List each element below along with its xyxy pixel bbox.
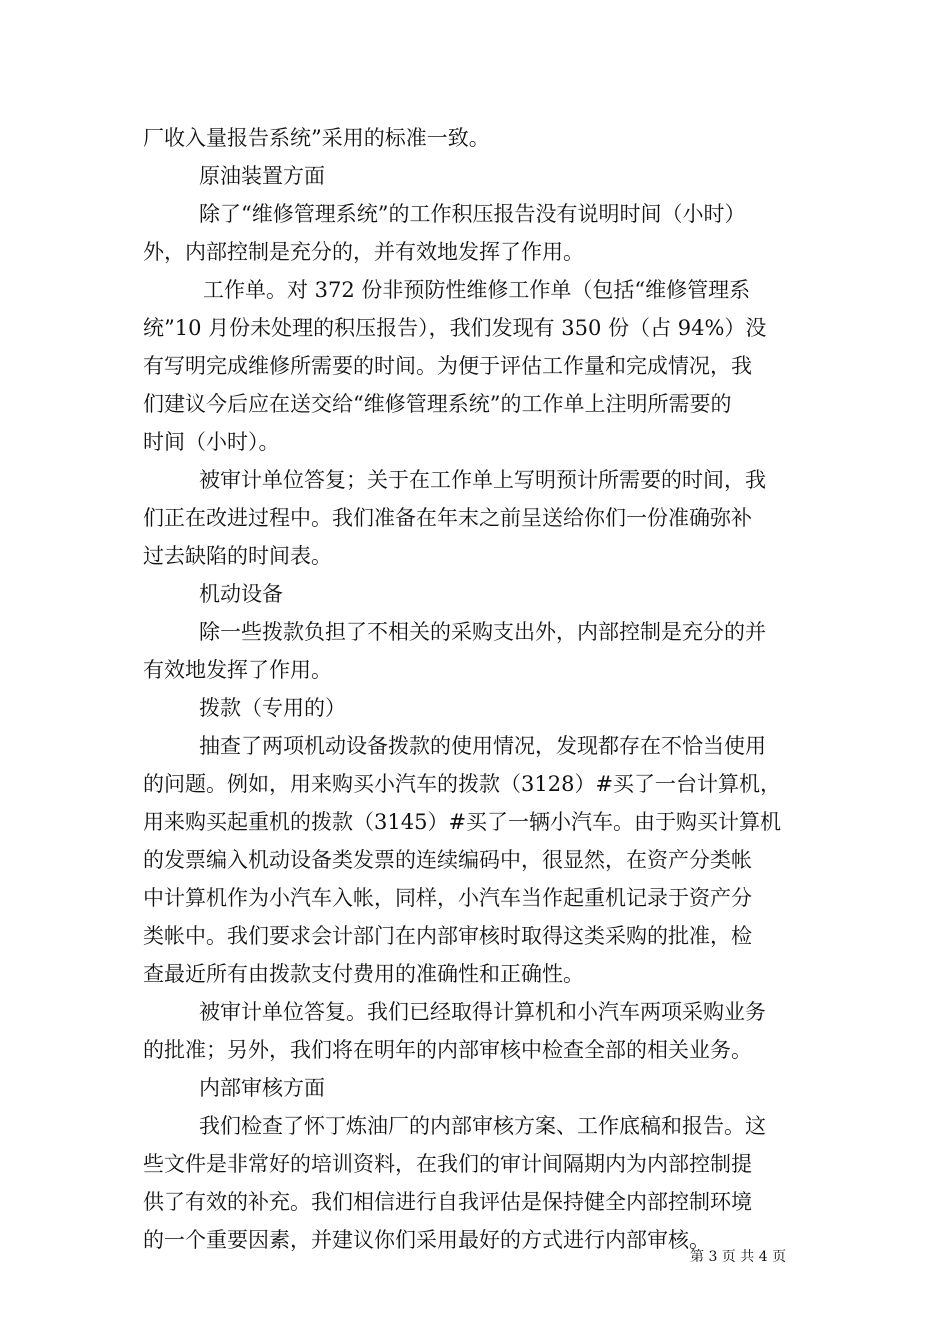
text-line: 查最近所有由拨款支付费用的准确性和正确性。: [143, 962, 584, 986]
text-line: 过去缺陷的时间表。: [143, 544, 332, 568]
text-line: 我们检查了怀丁炼油厂的内部审核方案、工作底稿和报告。这: [199, 1114, 766, 1138]
text-line: 有写明完成维修所需要的时间。为便于评估工作量和完成情况，我: [143, 354, 752, 378]
text-line: 们建议今后应在送交给“维修管理系统”的工作单上注明所需要的: [143, 392, 732, 416]
section-heading: 原油装置方面: [199, 164, 325, 188]
text-line: 抽查了两项机动设备拨款的使用情况，发现都存在不恰当使用: [199, 734, 766, 758]
text-line: 的问题。例如，用来购买小汽车的拨款（3128）#买了一台计算机，: [143, 772, 782, 796]
page-number: 第 3 页 共 4 页: [690, 1249, 787, 1265]
section-heading: 内部审核方面: [199, 1076, 325, 1100]
text-line: 统”10 月份未处理的积压报告），我们发现有 350 份（占 94%）没: [143, 316, 767, 340]
text-line: 些文件是非常好的培训资料，在我们的审计间隔期内为内部控制提: [143, 1152, 752, 1176]
text-line: 用来购买起重机的拨款（3145）#买了一辆小汽车。由于购买计算机: [143, 810, 782, 834]
text-line: 的发票编入机动设备类发票的连续编码中，很显然，在资产分类帐: [143, 848, 752, 872]
text-line: 类帐中。我们要求会计部门在内部审核时取得这类采购的批准，检: [143, 924, 752, 948]
text-line: 们正在改进过程中。我们准备在年末之前呈送给你们一份准确弥补: [143, 506, 752, 530]
text-line: 的批准；另外，我们将在明年的内部审核中检查全部的相关业务。: [143, 1038, 752, 1062]
section-heading: 机动设备: [199, 582, 283, 606]
text-line: 工作单。对 372 份非预防性维修工作单（包括“维修管理系: [203, 278, 751, 302]
text-line: 除了“维修管理系统”的工作积压报告没有说明时间（小时）: [199, 202, 746, 226]
section-heading: 拨款（专用的）: [199, 696, 346, 720]
text-line: 时间（小时）。: [143, 430, 280, 454]
text-line: 的一个重要因素，并建议你们采用最好的方式进行内部审核。: [143, 1228, 710, 1252]
text-line: 除一些拨款负担了不相关的采购支出外，内部控制是充分的并: [199, 620, 766, 644]
text-line: 外，内部控制是充分的，并有效地发挥了作用。: [143, 240, 584, 264]
text-line: 有效地发挥了作用。: [143, 658, 332, 682]
text-line: 中计算机作为小汽车入帐，同样，小汽车当作起重机记录于资产分: [143, 886, 752, 910]
text-line: 被审计单位答复。我们已经取得计算机和小汽车两项采购业务: [199, 1000, 766, 1024]
text-line: 厂收入量报告系统”采用的标准一致。: [143, 126, 490, 150]
text-line: 被审计单位答复；关于在工作单上写明预计所需要的时间，我: [199, 468, 766, 492]
text-line: 供了有效的补充。我们相信进行自我评估是保持健全内部控制环境: [143, 1190, 752, 1214]
